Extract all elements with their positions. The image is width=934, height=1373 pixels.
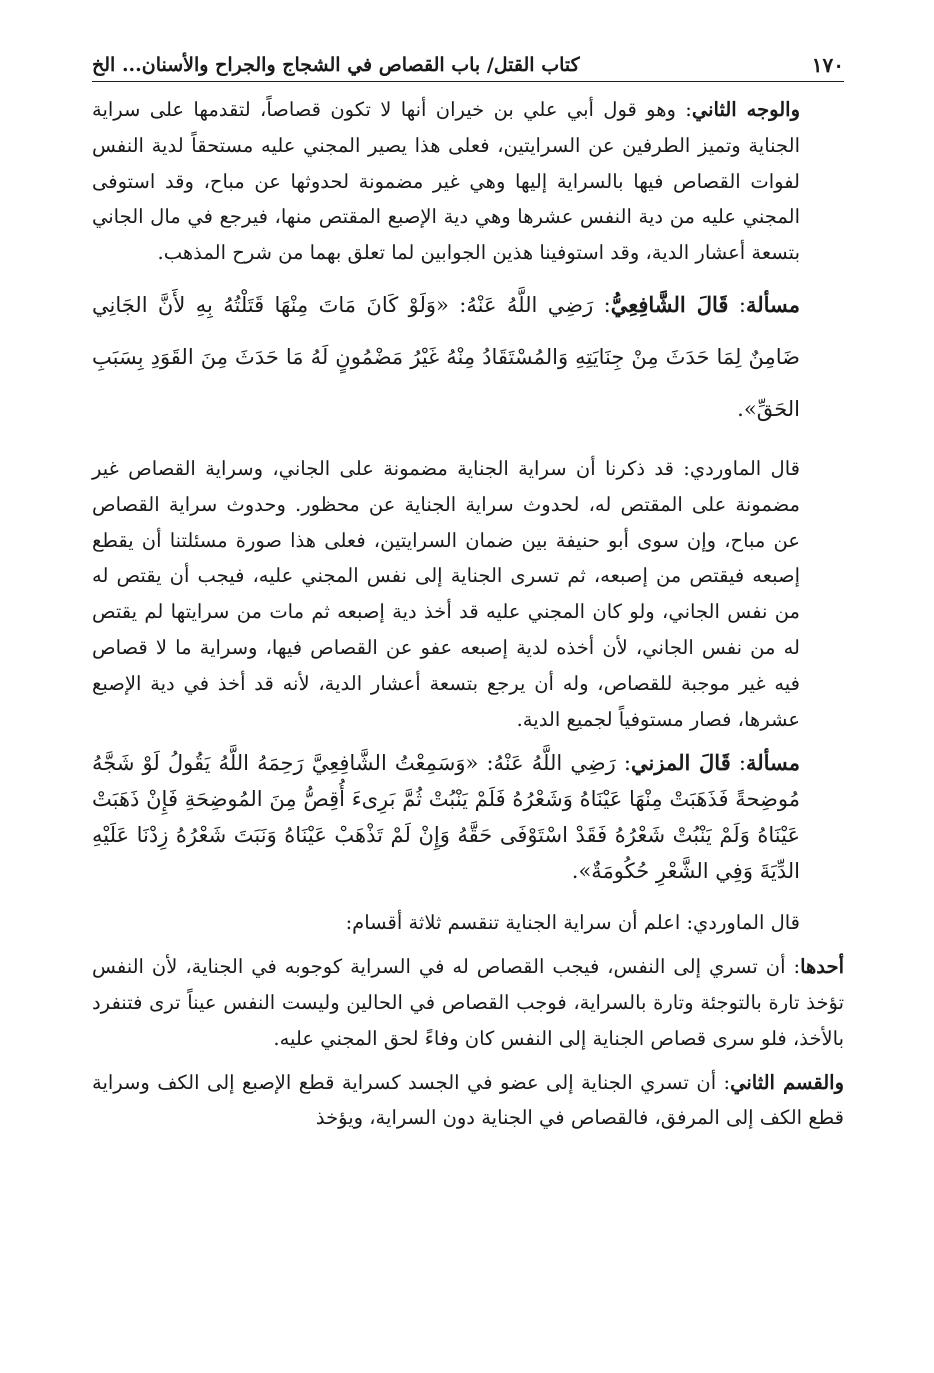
page-number: ١٧٠ [811, 53, 844, 77]
paragraph-text: قال الماوردي: اعلم أن سراية الجناية تنقسم ثلاثة أقسام: [345, 911, 800, 935]
paragraph-text: : رَضِي اللَّهُ عَنْهُ: «وَلَوْ كَانَ مَاتَ مِنْهَا قَتَلْتُهُ بِهِ لأَنَّ الجَانِي ضَامِنٌ لِمَا حَدَثَ مِنْ جِنَايَتِهِ وَالمُسْتَقَادُ مِنْهُ غَيْرُ مَضْمُونٍ لَهُ مَا حَدَثَ مِنَ القَوَدِ بِسَبَبِ الحَقِّ». [92, 292, 800, 421]
paragraph-speaker: قَالَ الشَّافِعِيُّ [610, 291, 729, 317]
paragraph-masala-muzani [92, 745, 844, 889]
spacer [92, 897, 844, 905]
chapter-title: كتاب القتل/ باب القصاص في الشجاج والجراح والأسنان... الخ [92, 54, 580, 76]
paragraph-text: : أن تسري إلى النفس، فيجب القصاص له في السراية كوجوبه في الجناية، لأن النفس تؤخذ تارة بالتوجئة وتارة بالسراية، فوجب القصاص في الحالين وليست النفس عيناً ترى فتنفرد بالأخذ، فلو سرى قصاص الجناية إلى النفس كان وفاءً لحق المجني عليه. [92, 955, 844, 1050]
paragraph-text: قال الماوردي: قد ذكرنا أن سراية الجناية مضمونة على الجاني، وسراية القصاص غير مضمونة على المقتص له، لحدوث سراية الجناية عن محظور. وحدوث سراية القصاص عن مباح، وإن سوى أبو حنيفة بين ضمان السرايتين، فعلى هذا صورة مسئلتنا أن يقطع إصبعه فيقتص من إصبعه، ثم تسرى الجناية إلى نفس المجني عليه، فيجب أن يقتص له من نفس الجاني، ولو كان المجني عليه قد أخذ دية إصبعه ثم مات من سرايتها لم يقتص له من نفس الجاني، لأن أخذه لدية إصبعه عفو عن القصاص فيها، وسراية ما لا قصاص فيه غير موجبة للقصاص، وله أن يرجع بتسعة أعشار الدية، لأنه قد أخذ في دية الإصبع عشرها، فصار مستوفياً لجميع الدية. [92, 456, 800, 731]
paragraph-first-part [92, 949, 844, 1056]
paragraph-text: : وهو قول أبي علي بن خيران أنها لا تكون قصاصاً، لتقدمها على سراية الجناية وتميز الطرفين عن السرايتين، فعلى هذا يصير المجني عليه مستحقاً لدية النفس لفوات القصاص فيها بالسراية إليها وهي غير مضمونة لحدوثها عن مباح، وقد استوفى المجني عليه من دية النفس عشرها وهي دية الإصبع المقتص منها، فيرجع في مال الجاني بتسعة أعشار الدية، وقد استوفينا هذين الجوابين لما تعلق بهما من شرح المذهب. [92, 98, 800, 265]
spacer [92, 443, 844, 451]
book-page [92, 52, 844, 1352]
paragraph-text: : أن تسري الجناية إلى عضو في الجسد كسراية قطع الإصبع إلى الكف وسراية قطع الكف إلى المرفق، فالقصاص في الجناية دون السراية، ويؤخذ [92, 1070, 844, 1130]
paragraph-lead: مسألة [745, 291, 800, 317]
paragraph-lead: مسألة [745, 750, 800, 776]
paragraph-text: : رَضِي اللَّهُ عَنْهُ: «وَسَمِعْتُ الشَّافِعِيَّ رَحِمَهُ اللَّهُ يَقُولُ لَوْ شَجَّهُ مُوضِحةً فَذَهَبَتْ مِنْهَا عَيْنَاهُ وَشَعْرُهُ فَلَمْ يَنْبُتْ ثُمَّ بَرِىءَ أُقِصُّ مِنَ المُوضِحَةِ فَإِنْ ذَهَبَتْ عَيْنَاهُ وَلَمْ يَنْبُتْ شَعْرُهُ فَقَدْ اسْتَوْفَى حَقَّهُ وَإِنْ لَمْ تَذْهَبْ عَيْنَاهُ وَنَبَتَ شَعْرُهُ زِدْنَا عَلَيْهِ الدِّيَةَ وَفِي الشَّعْرِ حُكُومَةٌ». [92, 751, 800, 884]
paragraph-mawardi-2 [92, 905, 844, 941]
running-header [92, 52, 844, 82]
paragraph-lead: أحدها [800, 955, 844, 979]
paragraph-second-aspect [92, 92, 844, 271]
paragraph-lead: والقسم الثاني [730, 1070, 844, 1094]
paragraph-lead: والوجه الثاني [691, 98, 800, 121]
paragraph-mawardi-1 [92, 451, 844, 737]
paragraph-masala-shafii [92, 279, 844, 435]
paragraph-colon: : [730, 751, 746, 776]
paragraph-speaker: قَالَ المزني [631, 750, 731, 776]
paragraph-second-part [92, 1065, 844, 1137]
paragraph-colon: : [728, 292, 746, 317]
